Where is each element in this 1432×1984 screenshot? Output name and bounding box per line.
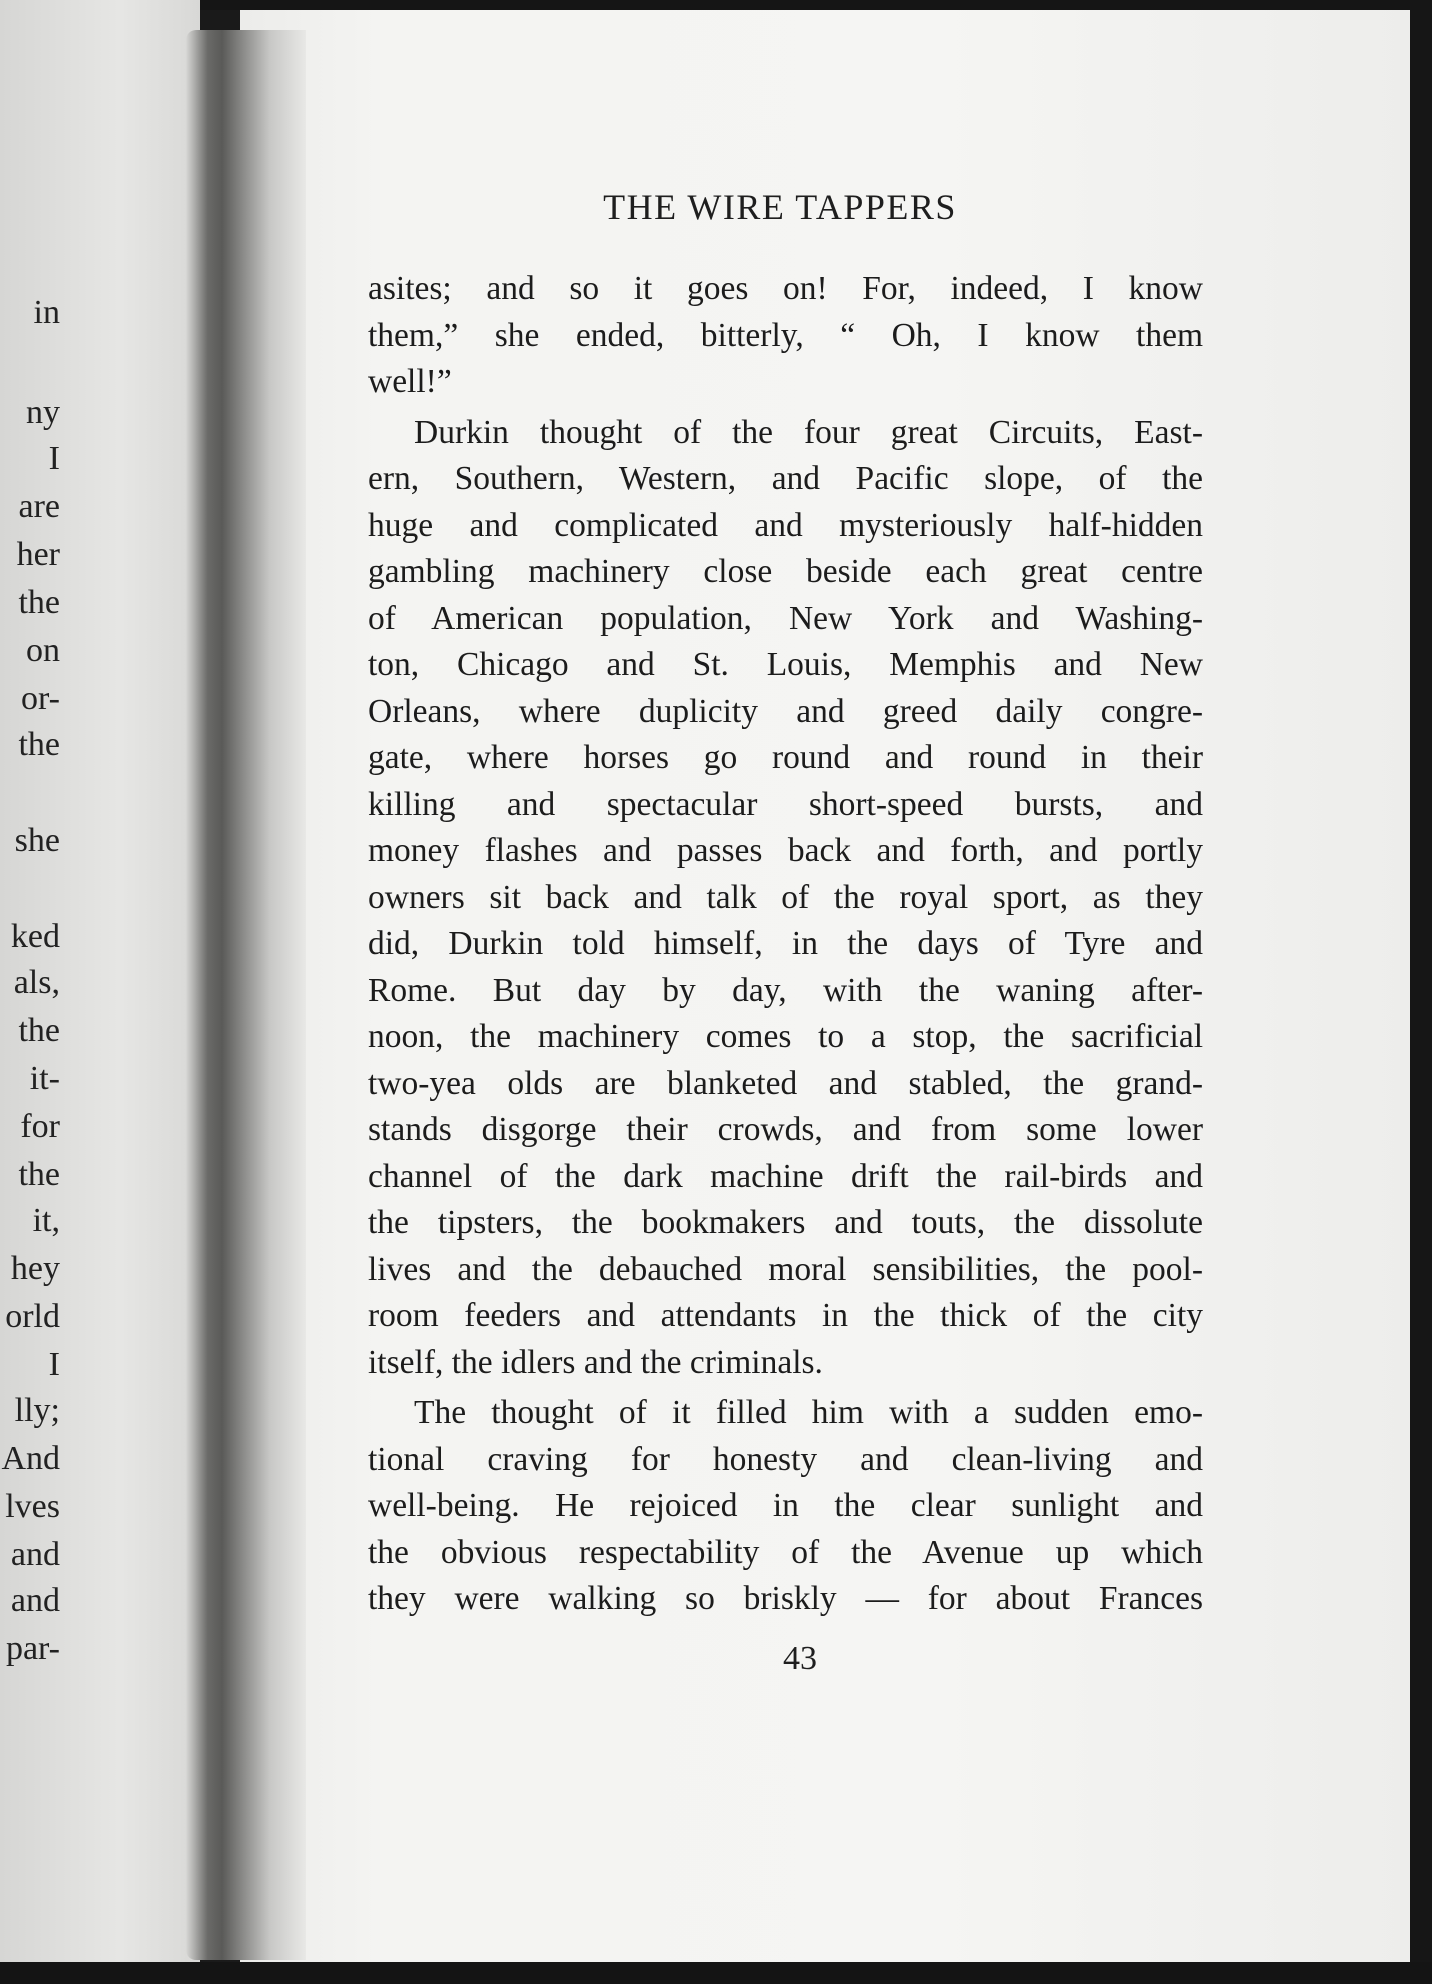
facing-page-fragment: for: [20, 1108, 60, 1145]
facing-page-fragment: she: [14, 822, 60, 859]
scan-bottom-border: [0, 1962, 1432, 1984]
running-head: THE WIRE TAPPERS: [603, 187, 957, 227]
page-number: 43: [783, 1640, 817, 1677]
facing-page-fragment: the: [18, 1156, 60, 1193]
text-line: gate, where horses go round and round in their: [368, 739, 1203, 776]
facing-page-fragment: orld: [5, 1298, 60, 1335]
paragraph: [368, 1390, 1203, 1623]
text-line: the obvious respectability of the Avenue up which: [368, 1533, 1203, 1571]
paragraph: [368, 266, 1203, 406]
facing-page-fragment: in: [33, 294, 60, 331]
scan-right-border: [1410, 0, 1432, 1984]
scan-top-border: [0, 0, 1432, 10]
text-line: itself, the idlers and the criminals.: [368, 1343, 823, 1381]
text-line: money flashes and passes back and forth, and portly: [368, 832, 1203, 869]
text-line: room feeders and attendants in the thick of the city: [368, 1297, 1203, 1334]
facing-page-fragment: are: [18, 488, 60, 525]
text-line: The thought of it filled him with a sudden emo-: [414, 1394, 1203, 1431]
text-line: ton, Chicago and St. Louis, Memphis and New: [368, 646, 1203, 683]
facing-page-fragment: ked: [10, 918, 60, 955]
paragraph: [368, 410, 1203, 1387]
text-line: the tipsters, the bookmakers and touts, the dissolute: [368, 1204, 1203, 1241]
facing-page-fragment: lly;: [14, 1392, 60, 1429]
text-line: owners sit back and talk of the royal sport, as they: [368, 878, 1203, 916]
text-line: Rome. But day by day, with the waning after-: [368, 971, 1203, 1009]
facing-page-fragment: or-: [21, 680, 60, 717]
text-line: they were walking so briskly — for about Frances: [368, 1580, 1203, 1617]
text-line: lives and the debauched moral sensibilities, the pool-: [368, 1250, 1203, 1288]
facing-page-fragment: I: [48, 1346, 60, 1383]
text-line: asites; and so it goes on! For, indeed, I know: [368, 270, 1203, 307]
text-line: well!”: [368, 363, 452, 400]
text-line: stands disgorge their crowds, and from some lower: [368, 1111, 1203, 1148]
facing-page-fragment: lves: [5, 1488, 60, 1525]
facing-page-fragment: it,: [32, 1202, 60, 1239]
facing-page-fragment: and: [10, 1536, 60, 1573]
facing-page-fragment: I: [48, 440, 60, 477]
facing-page-fragment: the: [18, 584, 60, 621]
body-text: [368, 266, 1203, 1623]
facing-page-fragment: and: [10, 1582, 60, 1619]
text-line: two-yea olds are blanketed and stabled, the grand-: [368, 1064, 1203, 1102]
facing-page: [0, 0, 200, 1984]
text-line: noon, the machinery comes to a stop, the sacrificial: [368, 1018, 1203, 1055]
text-line: them,” she ended, bitterly, “ Oh, I know them: [368, 316, 1203, 354]
text-line: huge and complicated and mysteriously half-hidden: [368, 506, 1203, 544]
text-line: gambling machinery close beside each great centre: [368, 553, 1203, 590]
text-line: Orleans, where duplicity and greed daily congre-: [368, 692, 1203, 730]
text-line: well-being. He rejoiced in the clear sunlight and: [368, 1487, 1203, 1524]
facing-page-fragment: the: [18, 1012, 60, 1049]
facing-page-fragment: her: [16, 536, 60, 573]
text-line: did, Durkin told himself, in the days of Tyre and: [368, 925, 1203, 962]
facing-page-fragment: on: [26, 632, 60, 669]
facing-page-fragment: als,: [13, 964, 60, 1001]
text-line: tional craving for honesty and clean-living and: [368, 1440, 1203, 1478]
facing-page-fragment: the: [18, 726, 60, 763]
book-gutter: [186, 30, 306, 1960]
facing-page-fragment: ny: [26, 394, 60, 431]
text-line: ern, Southern, Western, and Pacific slope, of the: [368, 460, 1203, 497]
facing-page-fragment: hey: [10, 1250, 60, 1287]
text-line: channel of the dark machine drift the rail-birds and: [368, 1157, 1203, 1195]
text-line: killing and spectacular short-speed bursts, and: [368, 785, 1203, 823]
text-line: Durkin thought of the four great Circuits, East-: [414, 413, 1203, 451]
facing-page-fragment: par-: [5, 1630, 60, 1667]
text-line: of American population, New York and Washing-: [368, 599, 1203, 637]
facing-page-fragment: And: [1, 1440, 60, 1477]
facing-page-fragment: it-: [29, 1060, 60, 1097]
